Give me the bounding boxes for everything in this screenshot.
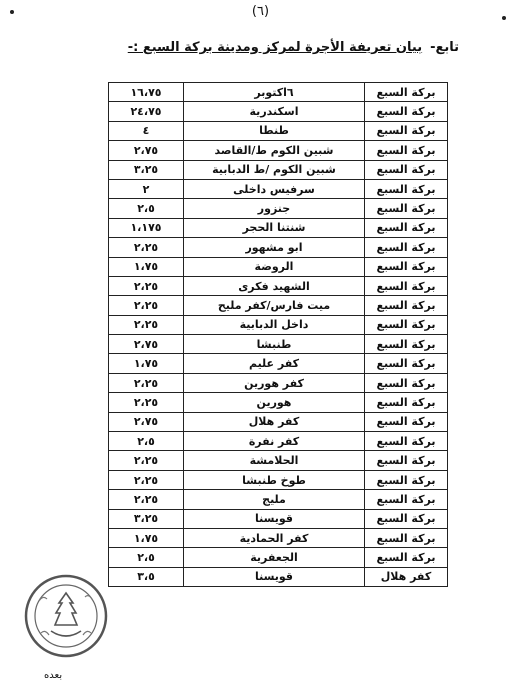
table-row bbox=[109, 102, 448, 121]
from-cell: بركة السبع bbox=[365, 432, 448, 451]
from-cell: بركة السبع bbox=[365, 373, 448, 392]
fare-cell: ٣،٢٥ bbox=[109, 509, 184, 528]
heading-title: بيان تعريفة الأجرة لمركز ومدينة بركة السبع :- bbox=[127, 40, 423, 55]
fare-cell: ٣،٢٥ bbox=[109, 160, 184, 179]
fare-cell: ٣،٥ bbox=[109, 567, 184, 586]
table-row bbox=[109, 354, 448, 373]
fare-cell: ١،٧٥ bbox=[109, 354, 184, 373]
destination-cell: سرفيس داخلى bbox=[184, 179, 365, 198]
destination-cell: شبين الكوم ط/القاصد bbox=[184, 141, 365, 160]
from-cell: بركة السبع bbox=[365, 83, 448, 102]
fare-cell: ٤ bbox=[109, 121, 184, 140]
table-row bbox=[109, 160, 448, 179]
from-cell: بركة السبع bbox=[365, 121, 448, 140]
continued-note: بعده bbox=[44, 670, 63, 681]
from-cell: بركة السبع bbox=[365, 509, 448, 528]
table-row bbox=[109, 257, 448, 276]
destination-cell: شنتنا الحجر bbox=[184, 218, 365, 237]
table-row bbox=[109, 121, 448, 140]
from-cell: بركة السبع bbox=[365, 257, 448, 276]
table-row bbox=[109, 373, 448, 392]
from-cell: بركة السبع bbox=[365, 528, 448, 547]
table-row bbox=[109, 567, 448, 586]
fare-cell: ٢،٧٥ bbox=[109, 141, 184, 160]
fare-cell: ٢،٢٥ bbox=[109, 238, 184, 257]
destination-cell: كفر الحمادية bbox=[184, 528, 365, 547]
fare-cell: ١،٧٥ bbox=[109, 528, 184, 547]
table-row bbox=[109, 470, 448, 489]
fare-cell: ٢،٢٥ bbox=[109, 451, 184, 470]
from-cell: بركة السبع bbox=[365, 335, 448, 354]
table-row bbox=[109, 238, 448, 257]
fare-cell: ١،١٧٥ bbox=[109, 218, 184, 237]
fare-cell: ٢،٢٥ bbox=[109, 373, 184, 392]
table-row bbox=[109, 296, 448, 315]
table-row bbox=[109, 276, 448, 295]
destination-cell: ٦اكتوبر bbox=[184, 83, 365, 102]
destination-cell: الروضة bbox=[184, 257, 365, 276]
from-cell: بركة السبع bbox=[365, 160, 448, 179]
fare-cell: ٢،٧٥ bbox=[109, 412, 184, 431]
table-row bbox=[109, 315, 448, 334]
from-cell: كفر هلال bbox=[365, 567, 448, 586]
destination-cell: اسكندرية bbox=[184, 102, 365, 121]
destination-cell: الشهيد فكرى bbox=[184, 276, 365, 295]
table-row bbox=[109, 83, 448, 102]
table-row bbox=[109, 432, 448, 451]
from-cell: بركة السبع bbox=[365, 315, 448, 334]
destination-cell: الحلامشة bbox=[184, 451, 365, 470]
fare-cell: ٢،٥ bbox=[109, 548, 184, 567]
table-row bbox=[109, 141, 448, 160]
destination-cell: داخل الدبابية bbox=[184, 315, 365, 334]
from-cell: بركة السبع bbox=[365, 470, 448, 489]
fare-cell: ٢ bbox=[109, 179, 184, 198]
from-cell: بركة السبع bbox=[365, 354, 448, 373]
from-cell: بركة السبع bbox=[365, 199, 448, 218]
page-number: (٦) bbox=[251, 4, 270, 19]
fare-cell: ٢،٥ bbox=[109, 199, 184, 218]
from-cell: بركة السبع bbox=[365, 296, 448, 315]
fare-cell: ٢،٢٥ bbox=[109, 393, 184, 412]
fare-cell: ١٦،٧٥ bbox=[109, 83, 184, 102]
table-row bbox=[109, 393, 448, 412]
fare-table-body bbox=[109, 83, 448, 587]
destination-cell: شبين الكوم /ط الدبابية bbox=[184, 160, 365, 179]
from-cell: بركة السبع bbox=[365, 490, 448, 509]
fare-cell: ٢،٥ bbox=[109, 432, 184, 451]
from-cell: بركة السبع bbox=[365, 276, 448, 295]
from-cell: بركة السبع bbox=[365, 548, 448, 567]
destination-cell: طوخ طنبشا bbox=[184, 470, 365, 489]
from-cell: بركة السبع bbox=[365, 141, 448, 160]
table-row bbox=[109, 218, 448, 237]
destination-cell: قويسنا bbox=[184, 567, 365, 586]
from-cell: بركة السبع bbox=[365, 451, 448, 470]
destination-cell: هورين bbox=[184, 393, 365, 412]
from-cell: بركة السبع bbox=[365, 238, 448, 257]
table-row bbox=[109, 199, 448, 218]
fare-cell: ٢،٢٥ bbox=[109, 490, 184, 509]
heading-prefix: تابع- bbox=[430, 40, 459, 55]
table-row bbox=[109, 451, 448, 470]
destination-cell: ابو مشهور bbox=[184, 238, 365, 257]
destination-cell: كفر نفرة bbox=[184, 432, 365, 451]
destination-cell: كفر هلال bbox=[184, 412, 365, 431]
destination-cell: كفر عليم bbox=[184, 354, 365, 373]
destination-cell: ميت فارس/كفر مليح bbox=[184, 296, 365, 315]
table-row bbox=[109, 179, 448, 198]
destination-cell: جنزور bbox=[184, 199, 365, 218]
destination-cell: طنطا bbox=[184, 121, 365, 140]
table-row bbox=[109, 509, 448, 528]
from-cell: بركة السبع bbox=[365, 218, 448, 237]
fare-table bbox=[108, 82, 448, 587]
destination-cell: قويسنا bbox=[184, 509, 365, 528]
from-cell: بركة السبع bbox=[365, 393, 448, 412]
fare-cell: ٢،٢٥ bbox=[109, 315, 184, 334]
destination-cell: مليج bbox=[184, 490, 365, 509]
table-row bbox=[109, 528, 448, 547]
from-cell: بركة السبع bbox=[365, 102, 448, 121]
destination-cell: كفر هورين bbox=[184, 373, 365, 392]
fare-cell: ١،٧٥ bbox=[109, 257, 184, 276]
destination-cell: الجعفرية bbox=[184, 548, 365, 567]
from-cell: بركة السبع bbox=[365, 179, 448, 198]
fare-cell: ٢٤،٧٥ bbox=[109, 102, 184, 121]
fare-cell: ٢،٢٥ bbox=[109, 296, 184, 315]
fare-cell: ٢،٢٥ bbox=[109, 276, 184, 295]
from-cell: بركة السبع bbox=[365, 412, 448, 431]
table-row bbox=[109, 490, 448, 509]
fare-cell: ٢،٢٥ bbox=[109, 470, 184, 489]
table-row bbox=[109, 335, 448, 354]
page-heading bbox=[128, 40, 459, 55]
table-row bbox=[109, 548, 448, 567]
destination-cell: طنبشا bbox=[184, 335, 365, 354]
official-seal-icon bbox=[21, 571, 111, 661]
table-row bbox=[109, 412, 448, 431]
fare-cell: ٢،٧٥ bbox=[109, 335, 184, 354]
